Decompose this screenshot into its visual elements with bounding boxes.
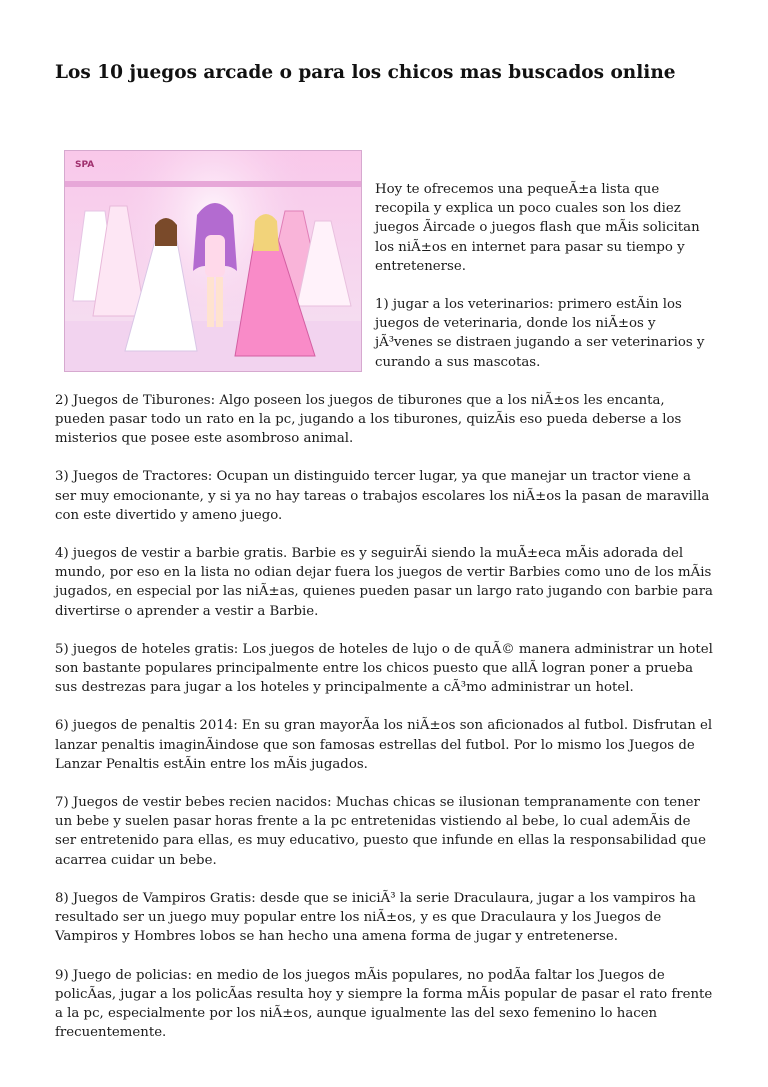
paragraph-item-8: 8) Juegos de Vampiros Gratis: desde que se iniciÃ³ la serie Draculaura, jugar a los vampiros ha resultado ser un juego muy popular entre los niÃ±os, y es que Draculaura y los Juegos de Vampiros y Hombres lobos se han hecho una amena forma de jugar y entretenerse. <box>55 890 696 945</box>
article-body <box>55 160 713 1061</box>
paragraph-intro: Hoy te ofrecemos una pequeÃ±a lista que recopila y explica un poco cuales son los diez juegos Ãircade o juegos flash que mÃis solicitan los niÃ±os en internet para pasar su tiempo y entretenerse. <box>375 182 700 274</box>
page-title: Los 10 juegos arcade o para los chicos mas buscados online <box>55 62 676 83</box>
paragraph-item-2: 2) Juegos de Tiburones: Algo poseen los juegos de tiburones que a los niÃ±os les encanta, pueden pasar todo un rato en la pc, jugando a los tiburones, quizÃis eso pueda deberse a los misterios que posee este asombroso animal. <box>55 392 682 447</box>
game-logo: SPA <box>75 160 95 170</box>
paragraph-item-5: 5) juegos de hoteles gratis: Los juegos de hoteles de lujo o de quÃ© manera administrar un hotel son bastante populares principalmente entre los chicos puesto que allÃ logran poner a prueba sus destrezas para jugar a los hoteles y principalmente a cÃ³mo administrar un hotel. <box>55 641 713 696</box>
paragraph-item-4: 4) juegos de vestir a barbie gratis. Barbie es y seguirÃi siendo la muÃ±eca mÃis adorada del mundo, por eso en la lista no odian dejar fuera los juegos de vertir Barbies como uno de los mÃis jugados, en especial por las niÃ±as, quienes pueden pasar un largo rato jugando con barbie para divertirse o aprender a vestir a Barbie. <box>55 546 713 619</box>
paragraph-item-6: 6) juegos de penaltis 2014: En su gran mayorÃa los niÃ±os son aficionados al futbol. Disfrutan el lanzar penaltis imaginÃindose que son famosas estrellas del futbol. Por lo mismo los Juegos de Lanzar Penaltis estÃin entre los mÃis jugados. <box>55 718 713 772</box>
dress-up-game-image <box>64 150 362 372</box>
dress-up-illustration <box>65 151 361 371</box>
paragraph-item-1: 1) jugar a los veterinarios: primero estÃin los juegos de veterinaria, donde los niÃ±os y jÃ³venes se distraen jugando a ser veterinarios y curando a sus mascotas. <box>375 297 705 370</box>
paragraph-item-9: 9) Juego de policias: en medio de los juegos mÃis populares, no podÃa faltar los Juegos de policÃas, jugar a los policÃas resulta hoy y siempre la forma mÃis popular de pasar el rato frente a la pc, especialmente por los niÃ±os, aunque igualmente las del sexo femenino lo hacen frecuentemente. <box>55 967 713 1041</box>
paragraph-item-7: 7) Juegos de vestir bebes recien nacidos: Muchas chicas se ilusionan tempranamente con tener un bebe y suelen pasar horas frente a la pc entretenidas vistiendo al bebe, lo cual ademÃis de ser entretenido para ellas, es muy educativo, puesto que infunde en ellas la responsabilidad que acarrea cuidar un bebe. <box>55 795 706 868</box>
paragraph-item-3: 3) Juegos de Tractores: Ocupan un distinguido tercer lugar, ya que manejar un tractor viene a ser muy emocionante, y si ya no hay tareas o trabajos escolares los niÃ±os la pasan de maravilla con este divertido y ameno juego. <box>55 469 710 523</box>
